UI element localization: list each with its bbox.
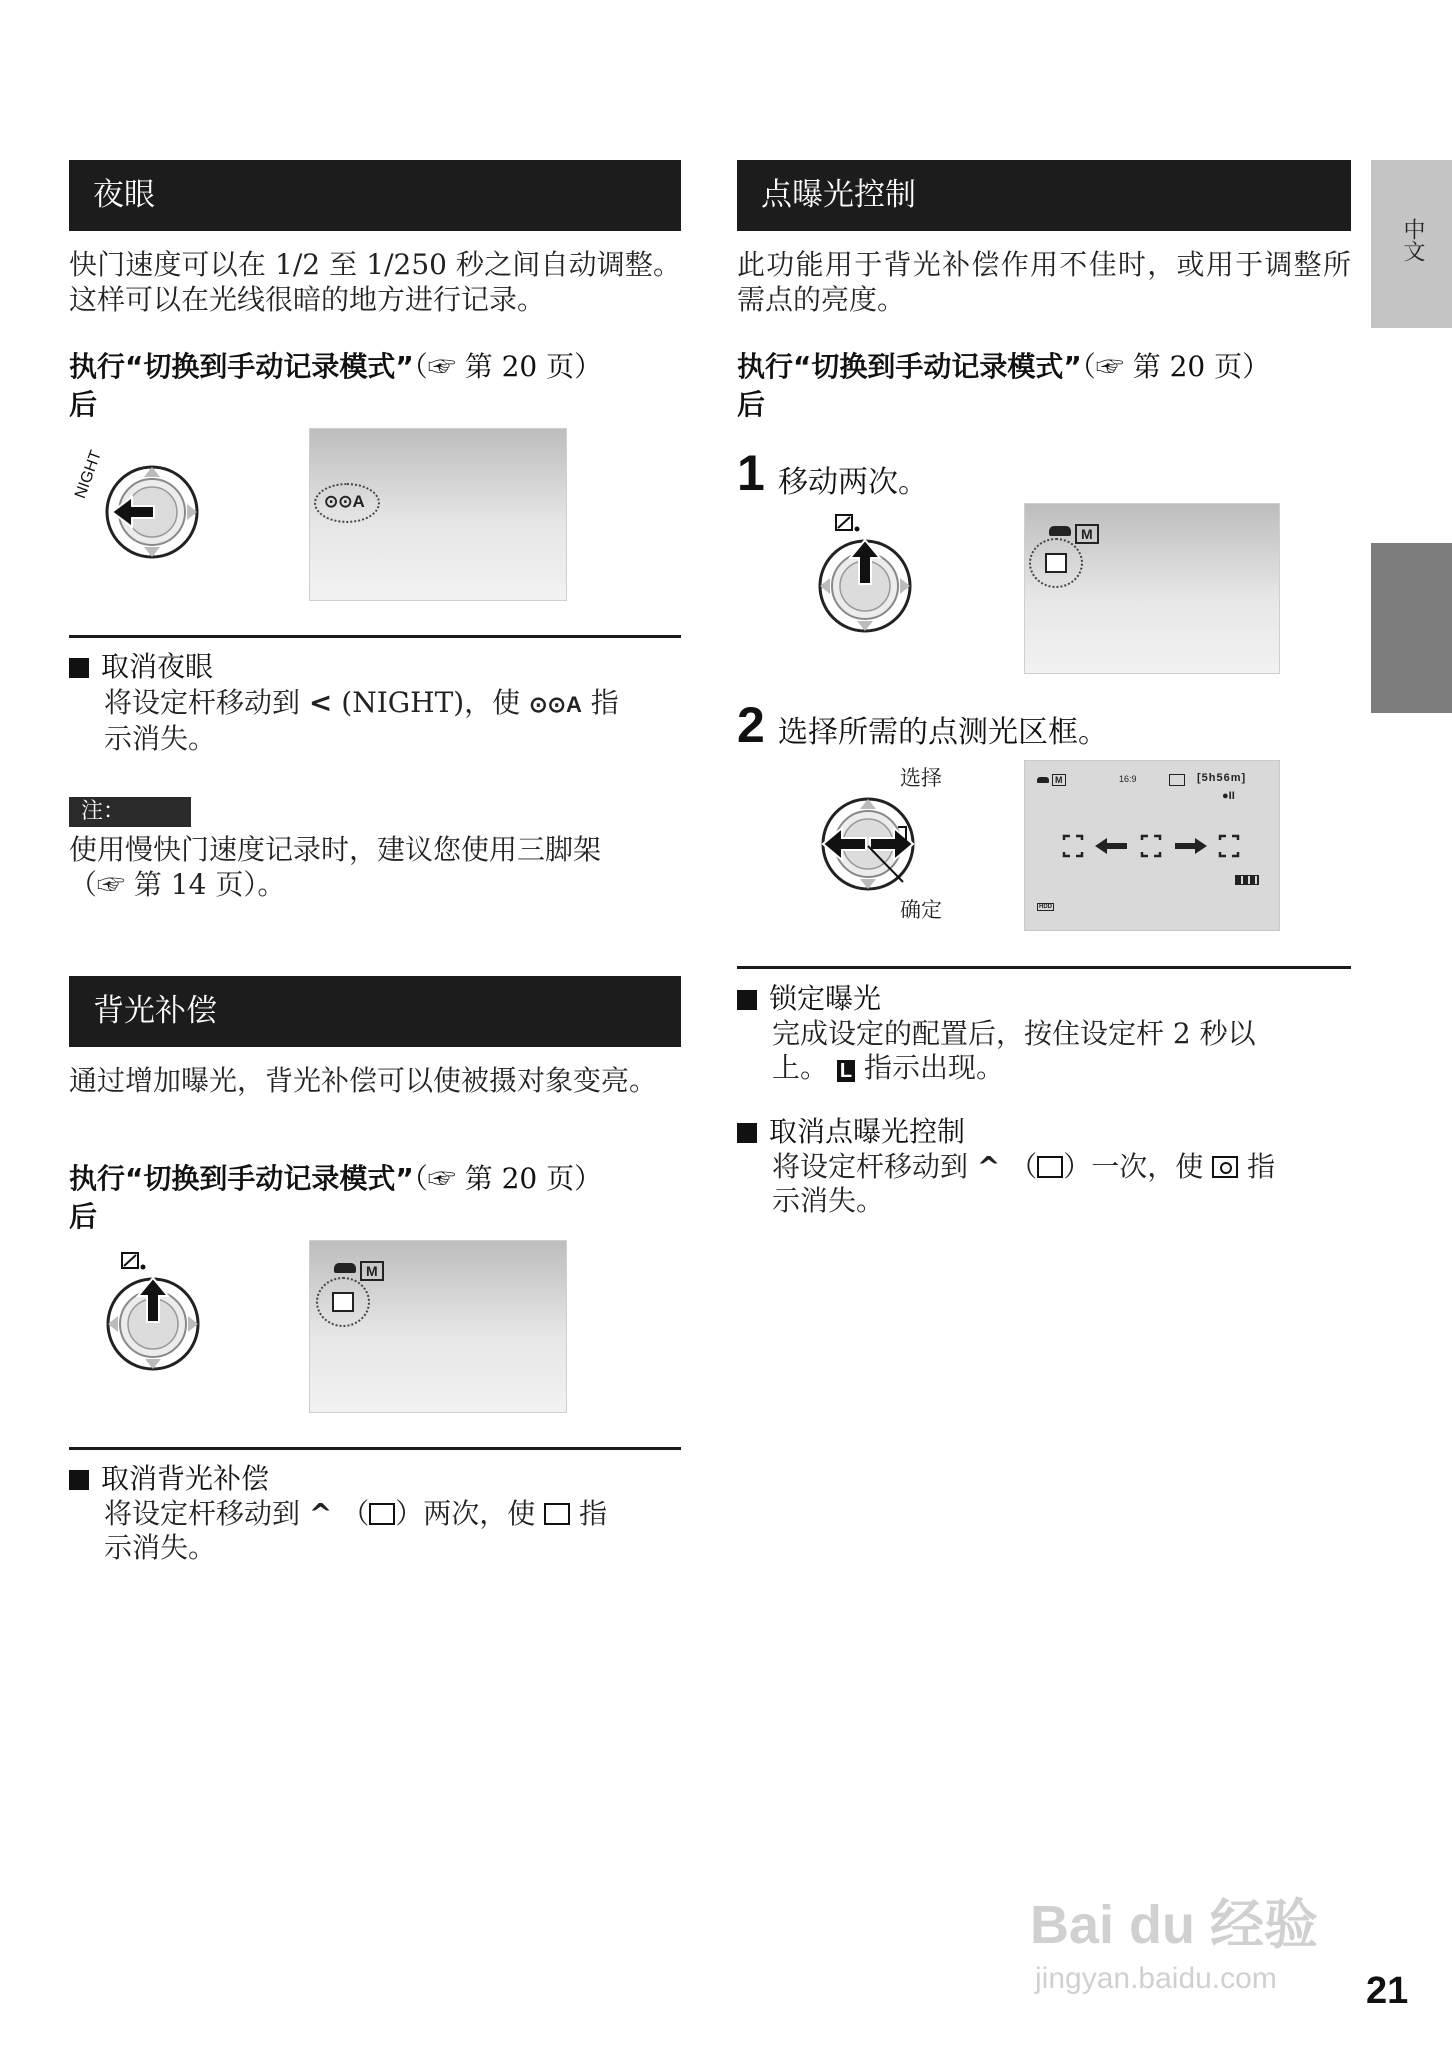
backlight-cancel-text-2: ）两次，使 [395, 1497, 536, 1530]
night-title: 夜眼 [93, 177, 155, 213]
note-body [69, 832, 681, 902]
bullet-square-icon [69, 658, 89, 678]
night-lcd-icon: ⊙⊙A [324, 492, 365, 511]
backlight-cancel-title-text: 取消背光补偿 [101, 1462, 270, 1495]
night-divider [69, 635, 681, 638]
lock-icon: L [837, 1060, 855, 1082]
page-number: 21 [1366, 1970, 1409, 2012]
step-1-text: 移动两次。 [778, 465, 928, 500]
backlight-precondition-tail: 后 [69, 1200, 98, 1233]
watermark-brand: Bai du 经验 [1030, 1895, 1319, 1955]
camera-icon [1037, 777, 1049, 783]
camera-icon [334, 1263, 356, 1273]
night-precondition-ref[interactable]: （☞ 第 20 页） [413, 350, 603, 383]
backlight-compensation-icon [316, 1277, 370, 1327]
spot-cancel-text-4: 示消失。 [772, 1184, 885, 1217]
night-cancel-text-1: 将设定杆移动到 [104, 686, 301, 719]
night-cancel-text-4: 示消失。 [104, 722, 217, 755]
quality-icon [1169, 774, 1185, 786]
night-lcd-screen [309, 428, 567, 601]
spot-cancel-title-text: 取消点曝光控制 [769, 1115, 966, 1148]
backlight-lcd-screen [309, 1240, 567, 1413]
spot-cancel-title [737, 1115, 965, 1149]
lock-body-text-1: 完成设定的配置后，按住设定杆 2 秒以 [772, 1017, 1256, 1050]
battery-icon [1235, 875, 1259, 885]
language-tab[interactable] [1371, 160, 1452, 328]
backlight-divider [69, 1447, 681, 1450]
spot-lever-diagram [812, 512, 922, 637]
spot-divider [737, 966, 1351, 969]
lock-exposure-title-text: 锁定曝光 [769, 982, 882, 1015]
night-cancel-text-2: (NIGHT)，使 [341, 686, 521, 719]
step-2-number: 2 [737, 697, 765, 753]
section-tab[interactable] [1371, 543, 1452, 713]
spot-meter-inline-icon [1212, 1156, 1238, 1178]
backlight-section-header [69, 976, 681, 1047]
night-cancel-title [69, 650, 213, 684]
night-cancel-title-text: 取消夜眼 [101, 650, 214, 683]
backlight-cancel-text-3: 指 [579, 1497, 608, 1530]
spot-lcd-screen-1 [1024, 503, 1280, 674]
spot-lcd2-media: HDD [1039, 904, 1052, 910]
spot-description: 此功能用于背光补偿作用不佳时，或用于调整所需点的亮度。 [737, 248, 1351, 316]
step-2-text: 选择所需的点测光区框。 [778, 715, 1108, 750]
backlight-cancel-body: 将设定杆移动到 ^ （ ）两次，使 指 示消失。 [104, 1497, 608, 1564]
spot-lcd2-mode: M [1052, 774, 1066, 786]
lock-exposure-body [772, 1017, 1352, 1085]
left-arrow-icon: < [308, 686, 333, 719]
night-eye-inline-icon: ⊙⊙A [529, 692, 582, 717]
backlight-icon-inline [369, 1503, 395, 1525]
lock-body-text-3: 指示出现。 [864, 1051, 1005, 1084]
step-1-number: 1 [737, 445, 765, 501]
backlight-description: 通过增加曝光，背光补偿可以使被摄对象变亮。 [69, 1064, 658, 1097]
night-cancel-text-3: 指 [590, 686, 619, 719]
spot-precondition-tail: 后 [737, 388, 766, 421]
camera-icon [1049, 526, 1071, 536]
night-lever-label: NIGHT [72, 448, 106, 501]
bullet-square-icon [737, 990, 757, 1010]
spot-select-lever-diagram [808, 782, 948, 902]
night-section-header [69, 160, 681, 231]
backlight-precondition-text: 执行“切换到手动记录模式” [69, 1162, 414, 1195]
bullet-square-icon [737, 1123, 757, 1143]
spot-precondition [737, 348, 1357, 424]
spot-precondition-text: 执行“切换到手动记录模式” [737, 350, 1082, 383]
night-precondition [69, 348, 689, 424]
up-arrow-icon: ^ [308, 1497, 333, 1530]
callout-select: 选择 [900, 766, 942, 790]
backlight-cancel-title [69, 1462, 269, 1496]
backlight-lever-diagram [100, 1250, 210, 1375]
note-label: 注： [69, 797, 191, 827]
backlight-title: 背光补偿 [93, 993, 217, 1029]
spot-lcd2-status: ●II [1222, 790, 1235, 802]
backlight-cancel-text-1: 将设定杆移动到 [104, 1497, 301, 1530]
up-arrow-icon: ^ [976, 1150, 1001, 1183]
backlight-icon-inline-2 [544, 1503, 570, 1525]
night-precondition-text: 执行“切换到手动记录模式” [69, 350, 414, 383]
backlight-precondition [69, 1160, 689, 1236]
night-description: 快门速度可以在 1/2 至 1/250 秒之间自动调整。这样可以在光线很暗的地方进行记录。 [69, 248, 681, 316]
spot-lcd2-ratio: 16:9 [1119, 774, 1137, 784]
backlight-lcd-mode: M [360, 1261, 384, 1281]
lock-exposure-title [737, 982, 881, 1016]
backlight-cancel-text-4: 示消失。 [104, 1531, 217, 1564]
spot-frame-selector [1061, 833, 1245, 859]
spot-lcd-mode: M [1075, 524, 1099, 544]
callout-confirm: 确定 [900, 898, 942, 922]
lock-body-text-2: 上。 [772, 1051, 829, 1084]
spot-cancel-body: 将设定杆移动到 ^ （ ）一次，使 指 示消失。 [772, 1150, 1276, 1217]
bullet-square-icon [69, 1470, 89, 1490]
language-tab-label: 中文 [1400, 218, 1425, 262]
spot-cancel-text-1: 将设定杆移动到 [772, 1150, 969, 1183]
spot-lcd2-remaining: [5h56m] [1197, 772, 1247, 784]
spot-section-header [737, 160, 1351, 231]
note-line-1: 使用慢快门速度记录时，建议您使用三脚架 [69, 833, 602, 866]
watermark-url: jingyan.baidu.com [1035, 1962, 1277, 1995]
spot-cancel-text-2: ）一次，使 [1063, 1150, 1204, 1183]
backlight-precondition-ref[interactable]: （☞ 第 20 页） [413, 1162, 603, 1195]
spot-title: 点曝光控制 [761, 177, 916, 213]
backlight-icon-inline [1037, 1156, 1063, 1178]
spot-precondition-ref[interactable]: （☞ 第 20 页） [1081, 350, 1271, 383]
note-line-2[interactable]: （☞ 第 14 页）。 [69, 868, 286, 901]
night-cancel-body [104, 686, 684, 756]
spot-meter-icon [1029, 538, 1083, 588]
night-precondition-tail: 后 [69, 388, 98, 421]
spot-cancel-text-3: 指 [1247, 1150, 1276, 1183]
spot-lcd-screen-2 [1024, 760, 1280, 931]
